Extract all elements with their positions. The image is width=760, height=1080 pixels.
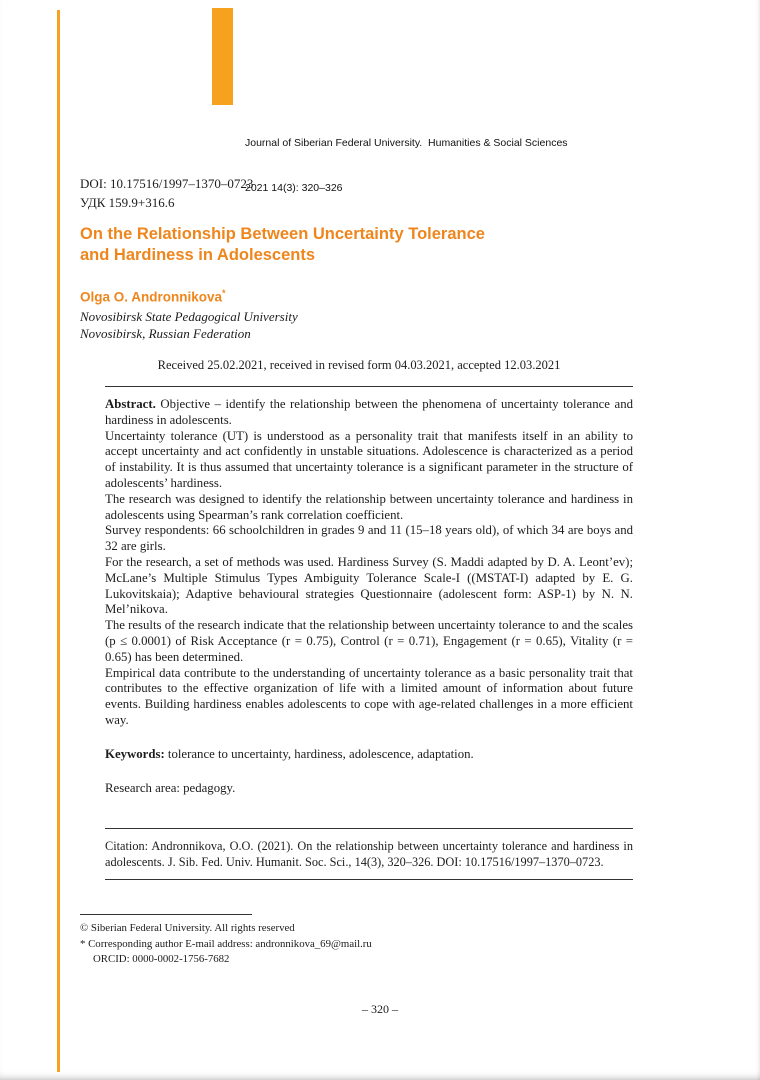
doi-text: DOI: 10.17516/1997–1370–0723: [80, 176, 254, 191]
citation-block: Citation: Andronnikova, O.O. (2021). On the relationship between uncertainty tolerance and hardiness in adolescents. J. Sib. Fed. Univ. Humanit. Soc. Sci., 14(3), 320–326. DOI: 10.17516/1997–1370–0723.: [105, 828, 633, 880]
copyright-line: © Siberian Federal University. All rights reserved: [80, 922, 295, 934]
paragraph-text: Survey respondents: 66 schoolchildren in grades 9 and 11 (15–18 years old), of which 34 are boys and 32 are girls.: [105, 523, 633, 554]
author-affiliation: [80, 309, 298, 342]
title-line-1: On the Relationship Between Uncertainty Tolerance: [80, 225, 485, 243]
left-accent-bar: [57, 10, 60, 1072]
journal-issue: 2021 14(3): 320–326: [245, 182, 343, 194]
page-number: – 320 –: [362, 1002, 398, 1016]
abstract-paragraph: [105, 397, 633, 429]
journal-title: Journal of Siberian Federal University. Humanities & Social Sciences: [245, 137, 568, 149]
footnotes: [80, 914, 600, 968]
masthead-accent-block: [212, 8, 233, 105]
masthead: [245, 106, 665, 211]
affiliation-line-1: Novosibirsk State Pedagogical University: [80, 309, 298, 324]
affiliation-line-2: Novosibirsk, Russian Federation: [80, 325, 251, 341]
author-name: [80, 288, 226, 305]
abstract-paragraph: [105, 492, 633, 524]
article-title: [80, 224, 580, 266]
udc-text: УДК 159.9+316.6: [80, 195, 175, 210]
corresponding-author-line: * Corresponding author E-mail address: andronnikova_69@mail.ru: [80, 937, 372, 950]
paragraph-text: Uncertainty tolerance (UT) is understood as a personality trait that manifests itself in an ability to accept uncertainty and act confidently in unstable situations. Adolescence is characterized as a period of instability. It is thus assumed that uncertainty tolerance is a significant parameter in the structure of adolescents’ hardiness.: [105, 428, 633, 490]
corresponding-author-mark: *: [222, 288, 226, 298]
paragraph-text: The results of the research indicate that the relationship between uncertainty tolerance to and the scales (p ≤ 0.0001) of Risk Acceptance (r = 0.75), Control (r = 0.71), Engagement (r = 0.65), Vitality (r = 0.65) has been determined.: [105, 618, 633, 664]
research-area-line: Research area: pedagogy.: [105, 780, 236, 795]
orcid-line: ORCID: 0000-0002-1756-7682: [93, 953, 230, 965]
title-line-2: and Hardiness in Adolescents: [80, 246, 316, 264]
abstract-paragraph: [105, 618, 633, 665]
paragraph-text: The research was designed to identify the relationship between uncertainty tolerance and hardiness in adolescents using Spearman’s rank correlation coefficient.: [105, 491, 633, 522]
keywords-label: Keywords:: [105, 746, 165, 761]
footnote-rule: [80, 914, 252, 915]
paragraph-lead: Abstract.: [105, 397, 156, 411]
abstract-paragraph: [105, 555, 633, 618]
keywords-line: [105, 747, 633, 763]
paragraph-text: For the research, a set of methods was used. Hardiness Survey (S. Maddi adapted by D. A. Leont’ev); McLane’s Multiple Stimulus Types Ambiguity Tolerance Scale-I ((MSTAT-I) adapted by E. G. Lukovitskaia); Adaptive behavioural strategies Questionnaire (adolescent form: ASP-1) by N. N. Mel’nikova.: [105, 554, 633, 617]
abstract-paragraph: [105, 523, 633, 555]
paragraph-text: Empirical data contribute to the understanding of uncertainty tolerance as a basic personality trait that contributes to the effective organization of life with a limited amount of information about future events. Building hardiness enables adolescents to cope with age-related challenges in a more efficient way.: [105, 665, 633, 727]
author-name-text: Olga O. Andronnikova: [80, 289, 223, 305]
paragraph-text: Objective – identify the relationship between the phenomena of uncertainty tolerance and hardiness in adolescents.: [105, 397, 633, 427]
abstract-paragraph: [105, 666, 633, 729]
abstract-section: [105, 386, 633, 796]
keywords-text: tolerance to uncertainty, hardiness, adolescence, adaptation.: [164, 746, 474, 761]
abstract-paragraph: [105, 429, 633, 492]
identifiers: [80, 174, 253, 212]
received-dates: Received 25.02.2021, received in revised form 04.03.2021, accepted 12.03.2021: [157, 358, 561, 372]
